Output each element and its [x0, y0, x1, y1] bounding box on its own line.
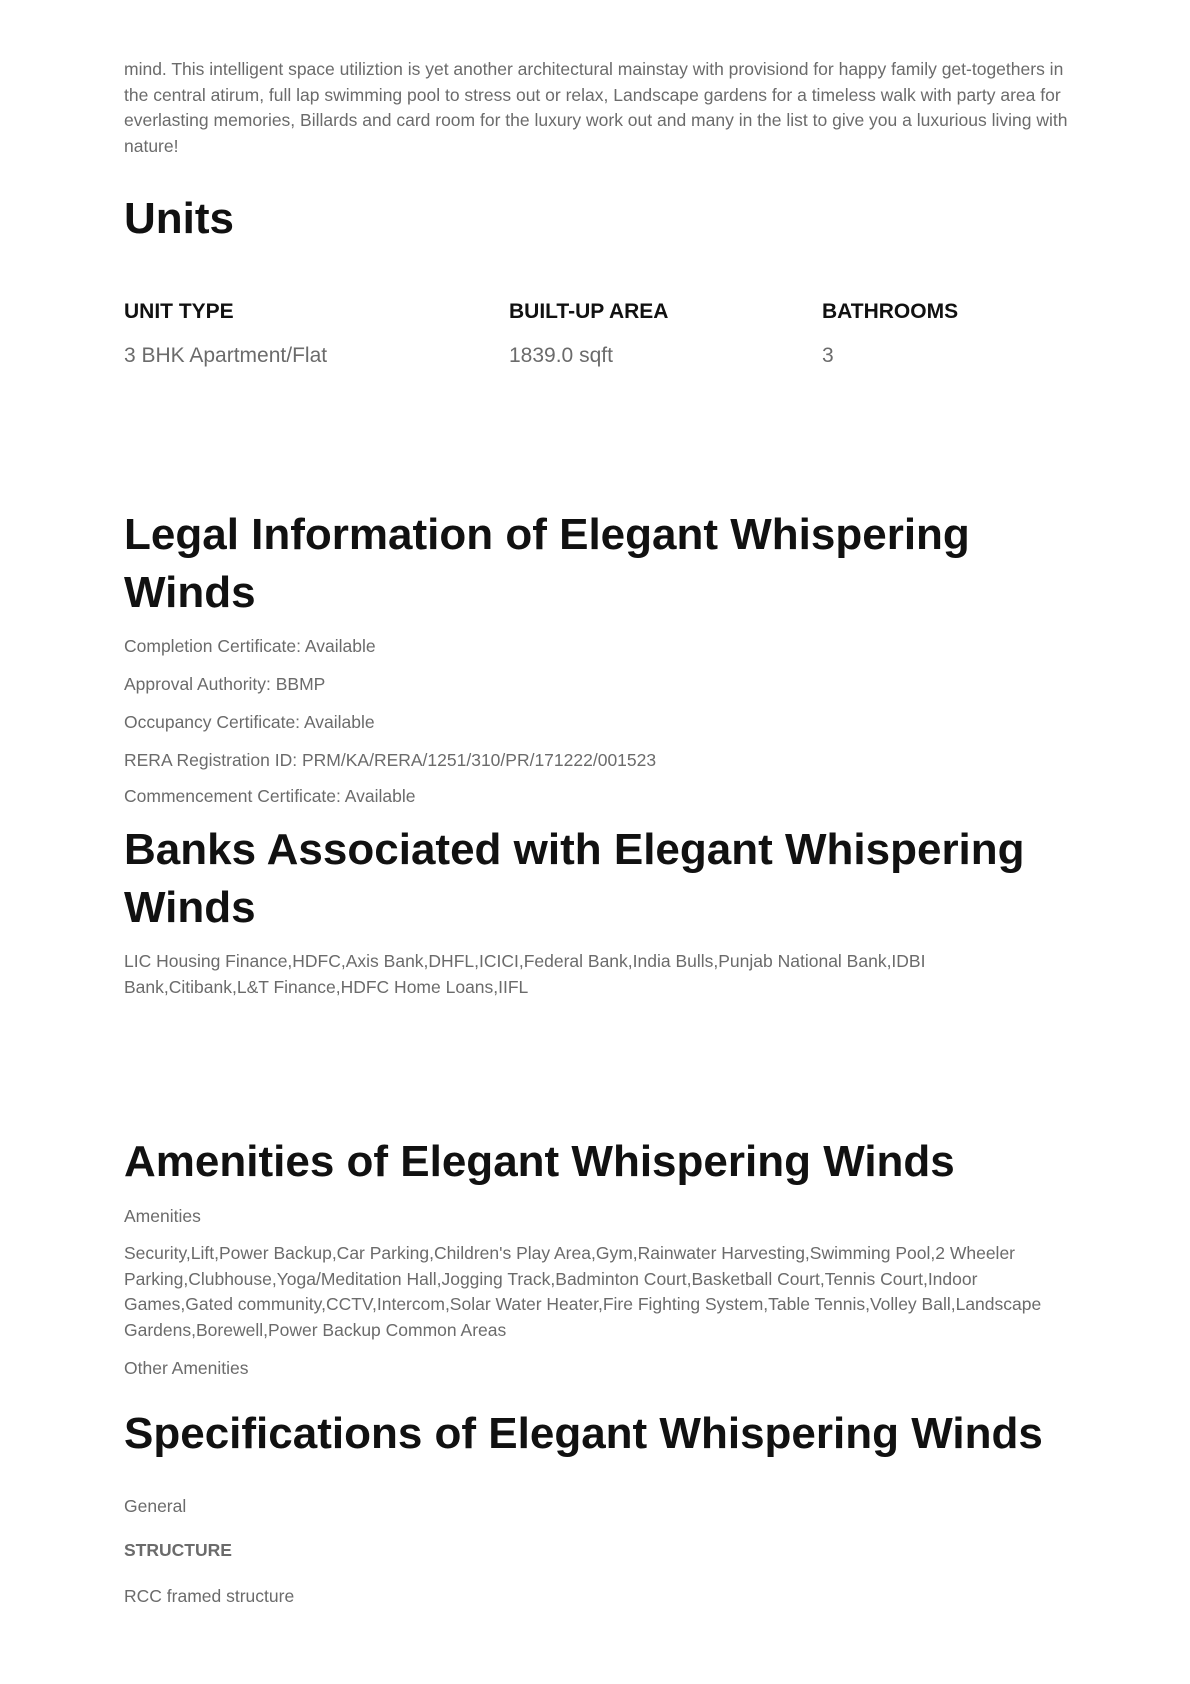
- legal-item: Commencement Certificate: Available: [124, 786, 416, 806]
- units-heading: Units: [124, 194, 234, 243]
- legal-item: RERA Registration ID: PRM/KA/RERA/1251/310/PR/171222/001523: [124, 750, 657, 770]
- spec-structure-value: RCC framed structure: [124, 1586, 295, 1606]
- specifications-heading: Specifications of Elegant Whispering Winds: [124, 1409, 1043, 1458]
- cell-built-up-area: 1839.0 sqft: [509, 344, 613, 367]
- banks-list: LIC Housing Finance,HDFC,Axis Bank,DHFL,ICICI,Federal Bank,India Bulls,Punjab National Bank,IDBI Bank,Citibank,L&T Finance,HDFC Home Loans,IIFL: [124, 951, 926, 997]
- cell-bathrooms: 3: [822, 344, 834, 367]
- amenities-heading: Amenities of Elegant Whispering Winds: [124, 1137, 955, 1186]
- spec-group-general: General: [124, 1496, 187, 1516]
- cell-unit-type: 3 BHK Apartment/Flat: [124, 344, 328, 367]
- amenities-list: Security,Lift,Power Backup,Car Parking,Children's Play Area,Gym,Rainwater Harvesting,Swimming Pool,2 Wheeler Parking,Clubhouse,Yoga/Meditation Hall,Jogging Track,Badminton Court,Basketball Court,Tennis Court,Indoor Games,Gated community,CCTV,Intercom,Solar Water Heater,Fire Fighting System,Table Tennis,Volley Ball,Landscape Gardens,Borewell,Power Backup Common Areas: [124, 1243, 1042, 1340]
- column-header-unit-type: UNIT TYPE: [124, 300, 234, 323]
- amenities-label: Amenities: [124, 1206, 201, 1226]
- legal-heading: Legal Information of Elegant Whispering Winds: [124, 510, 970, 617]
- legal-item: Completion Certificate: Available: [124, 636, 376, 656]
- column-header-built-up-area: BUILT-UP AREA: [509, 300, 669, 323]
- other-amenities-label: Other Amenities: [124, 1358, 249, 1378]
- column-header-bathrooms: BATHROOMS: [822, 300, 959, 323]
- legal-item: Approval Authority: BBMP: [124, 674, 326, 694]
- legal-item: Occupancy Certificate: Available: [124, 712, 375, 732]
- spec-subheading-structure: STRUCTURE: [124, 1540, 232, 1560]
- banks-heading: Banks Associated with Elegant Whispering Winds: [124, 825, 1025, 932]
- intro-paragraph: mind. This intelligent space utiliztion is yet another architectural mainstay with provisiond for happy family get-togethers in the central atirum, full lap swimming pool to stress out or relax, Landscape gardens for a timeless walk with party area for everlasting memories, Billards and card room for the luxury work out and many in the list to give you a luxurious living with nature!: [124, 59, 1068, 156]
